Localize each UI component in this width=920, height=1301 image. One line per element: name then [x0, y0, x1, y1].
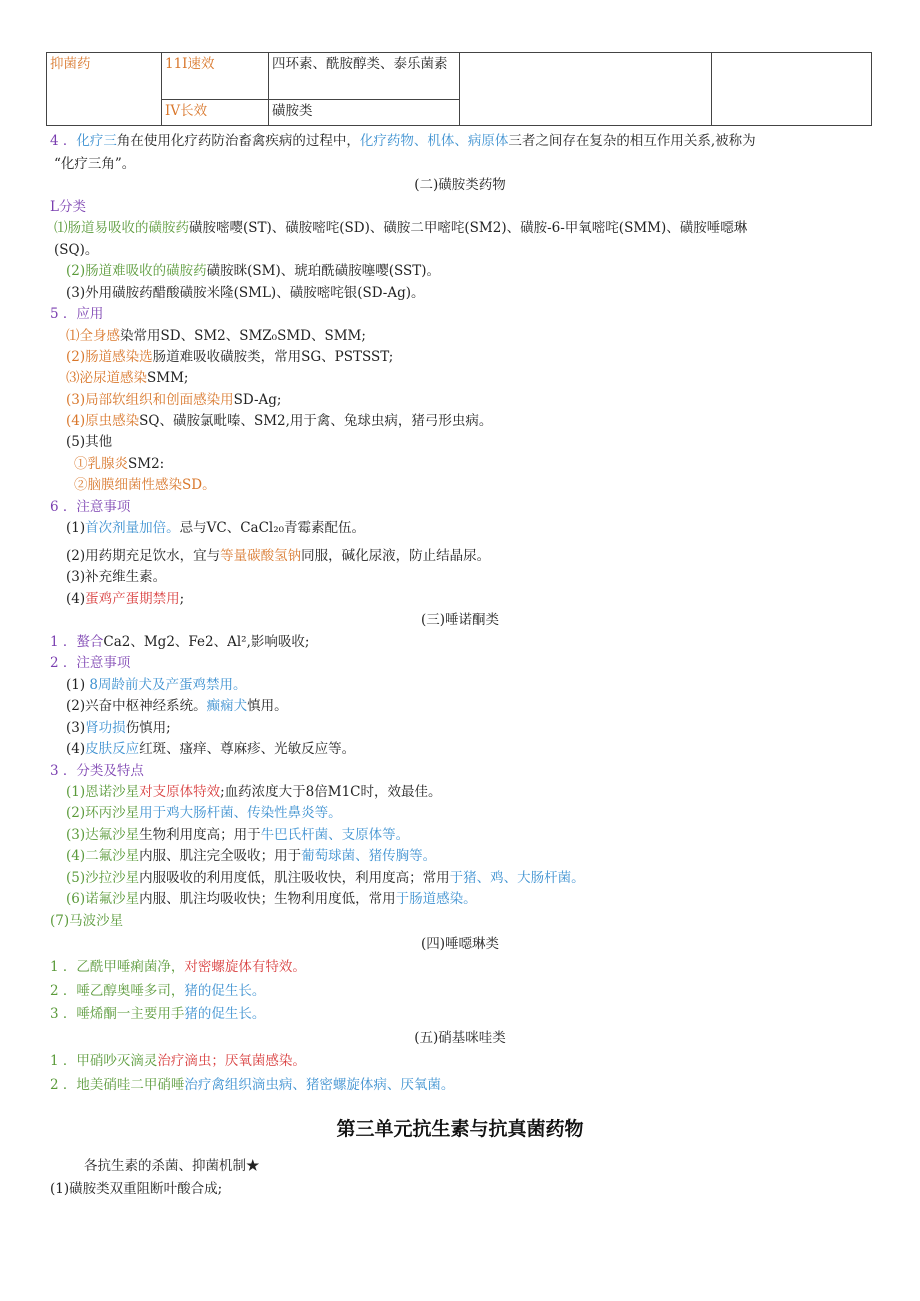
- text-run: 内服、肌注完全吸收；用于: [139, 848, 302, 864]
- text-run: ;血药浓度大于8倍M1C时，效最佳。: [220, 784, 442, 800]
- text-run: 治疗禽组织滴虫病、猪密螺旋体病、厌氧菌。: [184, 1077, 455, 1093]
- text-line: L分类: [50, 199, 86, 215]
- text-run: 治疗滴虫；: [157, 1053, 225, 1069]
- text-run: 1 ．螯合: [50, 634, 104, 650]
- text-run: (3)局部软组织和创面感染用: [66, 392, 234, 408]
- text-line: [66, 518, 365, 538]
- text-run: (4): [66, 741, 86, 757]
- text-line: 2 ．注意事项: [50, 655, 131, 671]
- text-line: [50, 1051, 306, 1071]
- text-run: 染常用SD、SM2、SMZ₀SMD、SMM;: [120, 328, 366, 344]
- text-run: 牛巴氏杆菌、支原体等。: [260, 827, 410, 843]
- text-run: 肾功损: [85, 720, 126, 736]
- table-cell: [162, 53, 269, 100]
- text-line: [66, 825, 409, 845]
- text-line: [66, 803, 342, 823]
- text-line: [66, 347, 393, 367]
- text-run: ⑴全身感: [66, 328, 120, 344]
- antibacterial-table: [46, 52, 872, 126]
- text-line: “化疗三角”。: [54, 156, 136, 172]
- text-line: [50, 957, 306, 977]
- text-line: (3)外用磺胺药醋酸磺胺米隆(SML)、磺胺嘧咤银(SD-Ag)。: [66, 285, 425, 301]
- text-line: [66, 261, 440, 281]
- text-line: [66, 868, 585, 888]
- text-run: 红斑、瘙痒、尊麻疹、光敏反应等。: [139, 741, 356, 757]
- text-line: [66, 368, 188, 388]
- text-run: 猪的促生长。: [184, 983, 266, 999]
- text-run: (6)诺氟沙星: [66, 891, 140, 907]
- text-run: 对支原体特效: [139, 784, 221, 800]
- text-run: (1)恩诺沙星: [66, 784, 140, 800]
- text-line: 5 ．应用: [50, 306, 104, 322]
- table-cell-text: 11I速效: [165, 56, 215, 72]
- text-line: [66, 718, 171, 738]
- text-run: (2)兴奋中枢神经系统。: [66, 698, 207, 714]
- text-line: (SQ)。: [54, 242, 99, 258]
- text-run: 等量碳酸氢钠: [220, 548, 302, 564]
- text-line: (1)磺胺类双重阻断叶酸合成;: [50, 1181, 223, 1197]
- text-run: 内服、肌注均吸收快；生物利用度低，常用: [139, 891, 396, 907]
- text-run: 磺胺眯(SM)、琥珀酰磺胺噻嘤(SST)。: [206, 263, 441, 279]
- text-run: SMM;: [147, 370, 189, 386]
- text-line: 3 ．分类及特点: [50, 763, 144, 779]
- text-line: [66, 675, 247, 695]
- text-run: 用于鸡大肠杆菌、传染性鼻炎等。: [139, 805, 342, 821]
- text-run: 于猪、鸡、大肠杆菌。: [449, 870, 585, 886]
- text-run: ;: [179, 591, 185, 607]
- text-line: [66, 696, 288, 716]
- text-run: 角在使用化疗药防治畜禽疾病的过程中，: [116, 133, 360, 149]
- table-cell-empty: [712, 53, 872, 126]
- text-run: 对密螺旋体有特效。: [184, 959, 306, 975]
- section-heading: (四)唾噁琳类: [420, 936, 500, 952]
- table-cell: [162, 99, 269, 125]
- text-line: [50, 1075, 454, 1095]
- text-run: 于肠道感染。: [395, 891, 477, 907]
- text-line: [66, 390, 281, 410]
- text-run: ⑶泌尿道感染: [66, 370, 147, 386]
- table-cell-text: 抑菌药: [50, 56, 91, 72]
- text-line: ②脑膜细菌性感染SD。: [74, 477, 216, 493]
- text-run: (2)肠道难吸收的磺胺药: [66, 263, 207, 279]
- text-line: (7)马波沙星: [50, 913, 124, 929]
- text-run: 癫痫犬: [206, 698, 248, 714]
- text-run: 皮肤反应: [85, 741, 140, 757]
- unit-title: 第三单元抗生素与抗真菌药物: [336, 1118, 584, 1140]
- text-run: 三者之间存在复杂的相互作用关系,被称为: [508, 133, 756, 149]
- text-run: ⑴肠道易吸收的磺胺药: [54, 220, 189, 236]
- text-run: ①乳腺炎: [74, 456, 128, 472]
- text-run: 4 ．: [50, 133, 77, 149]
- text-run: (2)肠道感染选: [66, 349, 153, 365]
- text-line: [54, 218, 747, 238]
- text-line: [50, 632, 309, 652]
- text-run: 蛋鸡产蛋期禁用: [85, 591, 180, 607]
- text-run: 猪的促生长。: [184, 1006, 266, 1022]
- text-line: [66, 846, 436, 866]
- text-run: 磺胺嘧嘤(ST)、磺胺嘧咤(SD)、磺胺二甲嘧咤(SM2)、磺胺-6-甲氧嘧咤(SMM)、磺胺唾噁琳: [189, 220, 748, 236]
- text-run: 2 ．唾乙醇奥唾多司，: [50, 983, 185, 999]
- text-run: (4)二氟沙星: [66, 848, 140, 864]
- text-run: (1): [66, 520, 86, 536]
- text-line: 各抗生素的杀菌、抑菌机制★: [84, 1158, 260, 1174]
- text-line: [66, 589, 184, 609]
- section-heading: (三)唾诺酮类: [420, 612, 500, 628]
- text-run: SD-Ag;: [233, 392, 282, 408]
- text-line: [66, 889, 477, 909]
- text-run: (4)原虫感染: [66, 413, 140, 429]
- section-heading: (二)磺胺类药物: [414, 177, 506, 193]
- table-cell-empty: [460, 53, 712, 126]
- text-run: 忌与VC、CaCl₂₀青霉素配伍。: [179, 520, 366, 536]
- text-run: (2)用药期充足饮水，宜与: [66, 548, 221, 564]
- text-run: (4): [66, 591, 86, 607]
- text-line: (3)补充维生素。: [66, 569, 167, 585]
- text-run: 化疗药物、机体、病原体: [359, 133, 509, 149]
- text-line: [50, 131, 756, 151]
- text-run: 慎用。: [247, 698, 288, 714]
- text-run: 化疗三: [76, 133, 117, 149]
- text-line: [66, 411, 492, 431]
- text-line: [66, 546, 490, 566]
- text-run: (5)沙拉沙星: [66, 870, 140, 886]
- text-run: SM2:: [128, 456, 165, 472]
- text-line: [50, 1004, 265, 1024]
- text-run: 肠道难吸收磺胺类，常用SG、PSTSST;: [152, 349, 394, 365]
- text-run: 内服吸收的利用度低，肌注吸收快，利用度高；常用: [139, 870, 450, 886]
- text-run: Ca2、Mg2、Fe2、Al²,影响吸收;: [103, 634, 310, 650]
- text-line: [50, 981, 265, 1001]
- text-run: (1): [66, 677, 86, 693]
- text-run: 伤慎用;: [125, 720, 171, 736]
- text-line: (5)其他: [66, 434, 113, 450]
- text-line: [66, 739, 355, 759]
- table-cell-text: IV长效: [165, 102, 208, 119]
- text-run: 厌氧菌感染。: [224, 1053, 306, 1069]
- text-run: 3 ．唾烯酮一主要用手: [50, 1006, 185, 1022]
- text-run: 同服，碱化尿液，防止结晶尿。: [301, 548, 491, 564]
- text-run: 2 ．地美硝哇二甲硝唾: [50, 1077, 185, 1093]
- table-cell: [47, 53, 162, 126]
- table-cell-text: 四环素、酰胺醇类、泰乐菌素: [272, 56, 448, 72]
- text-line: [66, 326, 366, 346]
- table-cell: [269, 53, 460, 100]
- text-run: 葡萄球菌、猪传胸等。: [301, 848, 437, 864]
- table-cell: [269, 99, 460, 125]
- text-run: 8周龄前犬及产蛋鸡禁用。: [89, 677, 247, 693]
- text-line: [66, 782, 442, 802]
- text-run: 生物利用度高；用于: [139, 827, 261, 843]
- text-run: (3)达氟沙星: [66, 827, 140, 843]
- text-run: 首次剂量加倍。: [85, 520, 180, 536]
- table-cell-text: 磺胺类: [272, 102, 313, 119]
- text-run: (2)环丙沙星: [66, 805, 140, 821]
- section-heading: (五)硝基咪哇类: [414, 1030, 506, 1046]
- text-line: 6 ．注意事项: [50, 499, 131, 515]
- text-run: 1 ．甲硝吵灭滴灵: [50, 1053, 158, 1069]
- text-run: (3): [66, 720, 86, 736]
- text-line: [74, 454, 164, 474]
- text-run: SQ、磺胺氯毗嗪、SM2,用于禽、兔球虫病，猪弓形虫病。: [139, 413, 493, 429]
- text-run: 1 ．乙酰甲唾痢菌净，: [50, 959, 185, 975]
